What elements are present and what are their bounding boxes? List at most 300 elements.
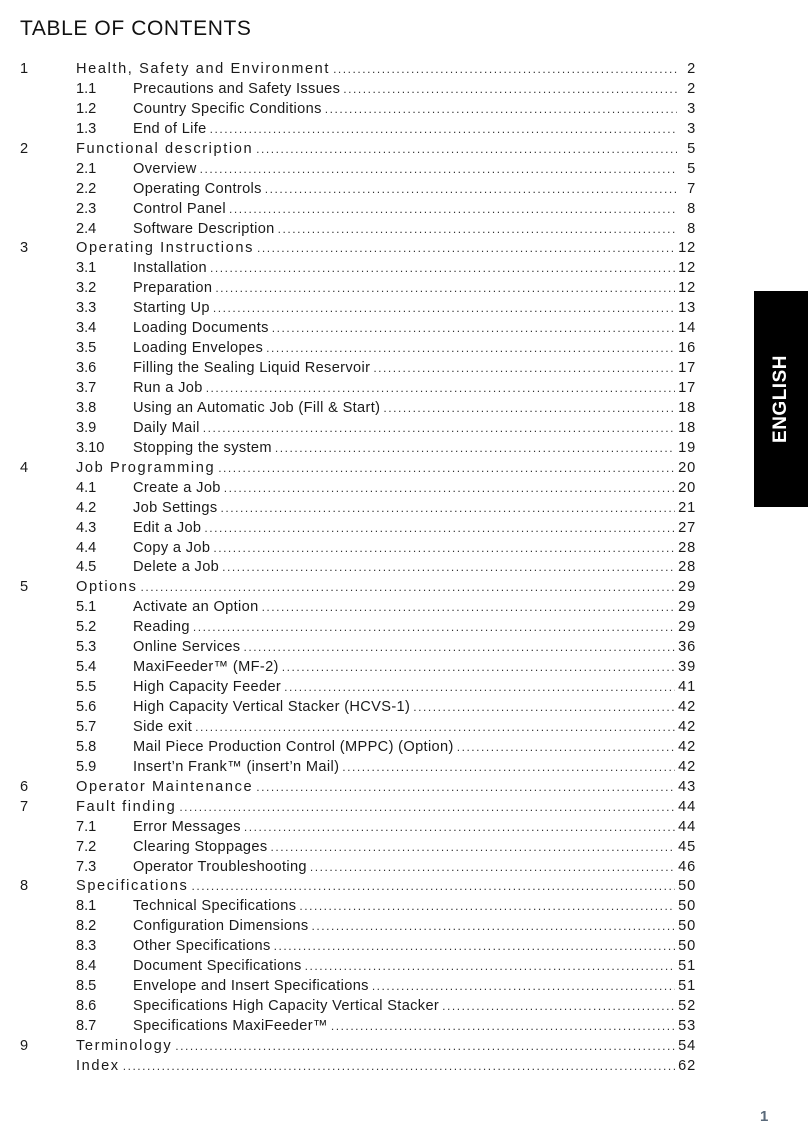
- toc-entry-page: 41: [678, 679, 696, 696]
- toc-entry-line: [133, 399, 696, 419]
- toc-dot-leader: [224, 479, 675, 499]
- toc-entry-title: Control Panel: [133, 200, 226, 217]
- toc-entry-title: Operator Maintenance: [76, 778, 254, 795]
- toc-dot-leader: [383, 399, 675, 419]
- toc-entry-page: 12: [678, 280, 696, 297]
- toc-entry-line: [76, 459, 696, 479]
- language-tab: [754, 291, 808, 507]
- toc-entry-page: 2: [687, 61, 696, 77]
- toc-entry-title: Operating Instructions: [76, 240, 254, 257]
- toc-section-entry[interactable]: [20, 558, 696, 578]
- toc-chapter-entry[interactable]: [20, 60, 696, 80]
- toc-section-entry[interactable]: [20, 160, 696, 180]
- toc-entry-line: [133, 220, 696, 240]
- toc-entry-title: Error Messages: [133, 818, 241, 835]
- toc-chapter-entry[interactable]: [20, 1037, 696, 1057]
- toc-section-entry[interactable]: [20, 658, 696, 678]
- toc-entry-number: 5.3: [76, 639, 97, 656]
- toc-entry-number: 5.8: [76, 738, 97, 755]
- toc-dot-leader: [457, 738, 675, 758]
- toc-entry-title: Edit a Job: [133, 519, 202, 536]
- toc-entry-line: [133, 937, 696, 957]
- toc-dot-leader: [243, 638, 675, 658]
- toc-entry-number: 7.2: [76, 838, 97, 855]
- toc-entry-line: [133, 339, 696, 359]
- toc-entry-page: 29: [678, 579, 696, 596]
- page-number: 1: [760, 1108, 769, 1125]
- toc-entry-number: 2.3: [76, 200, 97, 217]
- toc-entry-page: 18: [678, 399, 696, 416]
- toc-chapter-entry[interactable]: [20, 1057, 696, 1077]
- toc-entry-number: 5.9: [76, 758, 97, 775]
- toc-entry-title: Envelope and Insert Specifications: [133, 978, 369, 995]
- toc-entry-line: [133, 100, 696, 120]
- toc-entry-line: [133, 519, 696, 539]
- toc-section-entry[interactable]: [20, 519, 696, 539]
- toc-dot-leader: [193, 618, 675, 638]
- toc-dot-leader: [266, 339, 675, 359]
- toc-entry-number: 1: [20, 61, 29, 77]
- toc-dot-leader: [256, 140, 677, 160]
- toc-section-entry[interactable]: [20, 279, 696, 299]
- toc-section-entry[interactable]: [20, 1017, 696, 1037]
- toc-entry-page: 50: [678, 898, 696, 915]
- toc-dot-leader: [123, 1057, 675, 1077]
- toc-entry-line: [133, 997, 696, 1017]
- toc-entry-title: Run a Job: [133, 380, 203, 396]
- language-tab-label: ENGLISH: [770, 355, 791, 443]
- toc-dot-leader: [204, 519, 675, 539]
- toc-entry-title: High Capacity Vertical Stacker (HCVS-1): [133, 699, 411, 715]
- toc-entry-line: [133, 858, 696, 878]
- toc-section-entry[interactable]: [20, 838, 696, 858]
- toc-section-entry[interactable]: [20, 100, 696, 120]
- toc-entry-title: Operator Troubleshooting: [133, 858, 307, 875]
- toc-entry-line: [133, 698, 696, 718]
- toc-entry-title: Loading Envelopes: [133, 340, 264, 357]
- toc-section-entry[interactable]: [20, 897, 696, 917]
- toc-section-entry[interactable]: [20, 200, 696, 220]
- toc-entry-line: [133, 359, 696, 379]
- toc-entry-number: 8.7: [76, 1018, 97, 1034]
- toc-entry-number: 2.2: [76, 180, 97, 197]
- toc-entry-page: 62: [678, 1057, 696, 1074]
- toc-dot-leader: [331, 1017, 675, 1037]
- toc-entry-title: Clearing Stoppages: [133, 838, 268, 855]
- toc-entry-page: 5: [687, 160, 696, 177]
- toc-section-entry[interactable]: [20, 439, 696, 459]
- toc-entry-page: 21: [678, 499, 696, 516]
- toc-entry-line: [133, 598, 696, 618]
- toc-entry-page: 2: [687, 80, 696, 97]
- toc-dot-leader: [271, 838, 676, 858]
- toc-entry-line: [133, 758, 696, 778]
- toc-dot-leader: [284, 678, 675, 698]
- toc-entry-page: 52: [678, 998, 696, 1015]
- toc-section-entry[interactable]: [20, 479, 696, 499]
- toc-section-entry[interactable]: [20, 937, 696, 957]
- toc-entry-number: 3.3: [76, 300, 97, 317]
- toc-entry-line: [133, 180, 696, 200]
- toc-entry-line: [76, 60, 696, 80]
- toc-entry-page: 50: [678, 938, 696, 955]
- toc-entry-number: 8: [20, 878, 29, 895]
- toc-entry-page: 28: [678, 559, 696, 576]
- toc-entry-title: Job Programming: [76, 459, 216, 476]
- toc-entry-title: End of Life: [133, 120, 207, 137]
- toc-entry-line: [133, 160, 696, 180]
- toc-entry-number: 7.3: [76, 858, 97, 875]
- toc-section-entry[interactable]: [20, 359, 696, 379]
- toc-dot-leader: [299, 897, 675, 917]
- toc-entry-line: [133, 80, 696, 100]
- toc-entry-line: [133, 499, 696, 519]
- toc-dot-leader: [175, 1037, 675, 1057]
- toc-dot-leader: [262, 598, 676, 618]
- toc-entry-number: 1.3: [76, 120, 97, 137]
- toc-entry-number: 4.1: [76, 479, 97, 496]
- toc-entry-number: 8.6: [76, 998, 97, 1015]
- toc-entry-page: 51: [678, 958, 696, 975]
- toc-entry-page: 16: [678, 340, 696, 357]
- toc-entry-number: 6: [20, 778, 29, 795]
- toc-entry-line: [76, 239, 696, 259]
- toc-entry-page: 29: [678, 599, 696, 616]
- toc-chapter-entry[interactable]: [20, 459, 696, 479]
- toc-entry-page: 29: [678, 619, 696, 636]
- toc-dot-leader: [343, 80, 677, 100]
- toc-section-entry[interactable]: [20, 180, 696, 200]
- toc-section-entry[interactable]: [20, 220, 696, 240]
- toc-dot-leader: [215, 279, 675, 299]
- toc-entry-page: 8: [687, 200, 696, 217]
- toc-entry-page: 12: [678, 260, 696, 277]
- toc-entry-number: 8.2: [76, 918, 97, 935]
- toc-entry-page: 54: [678, 1037, 696, 1054]
- toc-entry-title: Stopping the system: [133, 439, 272, 456]
- toc-section-entry[interactable]: [20, 499, 696, 519]
- toc-section-entry[interactable]: [20, 120, 696, 140]
- toc-entry-page: 43: [678, 778, 696, 795]
- toc-entry-title: Daily Mail: [133, 419, 200, 436]
- toc-chapter-entry[interactable]: [20, 239, 696, 259]
- toc-entry-title: Fault finding: [76, 798, 177, 815]
- toc-entry-page: 50: [678, 878, 696, 895]
- toc-entry-page: 27: [678, 519, 696, 536]
- toc-entry-number: 3.10: [76, 439, 105, 456]
- toc-entry-number: 8.1: [76, 898, 97, 915]
- toc-entry-title: Country Specific Conditions: [133, 100, 322, 117]
- toc-dot-leader: [372, 977, 675, 997]
- toc-dot-leader: [221, 499, 676, 519]
- toc-entry-title: Options: [76, 579, 138, 596]
- toc-entry-number: 5.2: [76, 619, 97, 636]
- toc-entry-page: 45: [678, 838, 696, 855]
- toc-entry-title: Mail Piece Production Control (MPPC) (Option): [133, 738, 454, 755]
- toc-entry-page: 14: [678, 320, 696, 337]
- toc-entry-title: Create a Job: [133, 479, 221, 496]
- toc-chapter-entry[interactable]: [20, 778, 696, 798]
- toc-entry-number: 5.4: [76, 659, 97, 676]
- toc-entry-line: [76, 140, 696, 160]
- toc-entry-title: High Capacity Feeder: [133, 679, 282, 696]
- toc-entry-line: [133, 957, 696, 977]
- toc-entry-page: 20: [678, 479, 696, 496]
- toc-section-entry[interactable]: [20, 957, 696, 977]
- toc-section-entry[interactable]: [20, 299, 696, 319]
- toc-entry-title: Specifications High Capacity Vertical Stacker: [133, 998, 440, 1015]
- toc-entry-page: 7: [687, 180, 696, 197]
- toc-entry-title: Loading Documents: [133, 320, 269, 337]
- toc-entry-number: 4.3: [76, 519, 97, 536]
- toc-entry-page: 39: [678, 659, 696, 676]
- toc-entry-number: 2: [20, 140, 29, 157]
- toc-section-entry[interactable]: [20, 419, 696, 439]
- toc-entry-number: 5.5: [76, 679, 97, 696]
- toc-entry-line: [133, 379, 696, 399]
- toc-entry-line: [133, 638, 696, 658]
- toc-dot-leader: [218, 459, 675, 479]
- toc-entry-line: [133, 618, 696, 638]
- toc-entry-title: Precautions and Safety Issues: [133, 80, 341, 97]
- toc-entry-title: Index: [76, 1057, 120, 1074]
- toc-dot-leader: [442, 997, 675, 1017]
- toc-dot-leader: [191, 877, 675, 897]
- toc-entry-line: [133, 439, 696, 459]
- toc-section-entry[interactable]: [20, 339, 696, 359]
- toc-dot-leader: [222, 558, 675, 578]
- toc-entry-page: 36: [678, 639, 696, 656]
- toc-dot-leader: [278, 220, 677, 240]
- toc-entry-page: 8: [687, 220, 696, 237]
- toc-entry-title: Job Settings: [133, 499, 218, 516]
- toc-entry-page: 17: [678, 360, 696, 377]
- toc-entry-title: Specifications MaxiFeeder™: [133, 1018, 328, 1034]
- toc-entry-number: 3.8: [76, 399, 97, 416]
- toc-dot-leader: [200, 160, 677, 180]
- toc-dot-leader: [333, 60, 677, 80]
- toc-section-entry[interactable]: [20, 598, 696, 618]
- toc-entry-number: 1.2: [76, 100, 97, 117]
- toc-entry-title: Installation: [133, 260, 207, 277]
- toc-chapter-entry[interactable]: [20, 578, 696, 598]
- toc-section-entry[interactable]: [20, 758, 696, 778]
- toc-section-entry[interactable]: [20, 539, 696, 559]
- toc-dot-leader: [265, 180, 677, 200]
- toc-entry-page: 13: [678, 300, 696, 317]
- toc-entry-line: [133, 678, 696, 698]
- toc-entry-title: Configuration Dimensions: [133, 918, 309, 935]
- toc-entry-title: Health, Safety and Environment: [76, 61, 331, 77]
- toc-chapter-entry[interactable]: [20, 877, 696, 897]
- toc-section-entry[interactable]: [20, 678, 696, 698]
- toc-dot-leader: [310, 858, 675, 878]
- toc-entry-title: Starting Up: [133, 300, 210, 317]
- toc-entry-line: [76, 877, 696, 897]
- toc-entry-number: 5.1: [76, 599, 97, 616]
- toc-entry-line: [133, 658, 696, 678]
- toc-entry-line: [76, 798, 696, 818]
- toc-entry-title: Activate an Option: [133, 599, 259, 616]
- toc-entry-line: [133, 279, 696, 299]
- toc-entry-title: Technical Specifications: [133, 898, 297, 915]
- toc-entry-number: 3.9: [76, 419, 97, 436]
- toc-entry-title: Terminology: [76, 1037, 173, 1054]
- toc-entry-title: Operating Controls: [133, 180, 262, 197]
- toc-entry-title: Functional description: [76, 140, 254, 157]
- toc-entry-page: 46: [678, 858, 696, 875]
- toc-entry-title: Reading: [133, 619, 190, 636]
- toc-entry-title: Delete a Job: [133, 559, 220, 576]
- toc-entry-number: 5: [20, 579, 29, 596]
- toc-entry-number: 8.4: [76, 958, 97, 975]
- toc-entry-title: Filling the Sealing Liquid Reservoir: [133, 360, 371, 377]
- toc-dot-leader: [229, 200, 677, 220]
- toc-section-entry[interactable]: [20, 399, 696, 419]
- toc-entry-page: 51: [678, 978, 696, 995]
- toc-entry-line: [133, 838, 696, 858]
- toc-dot-leader: [213, 299, 675, 319]
- toc-section-entry[interactable]: [20, 738, 696, 758]
- toc-entry-number: 7.1: [76, 818, 97, 835]
- toc-entry-title: Specifications: [76, 878, 189, 895]
- toc-entry-page: 28: [678, 539, 696, 556]
- toc-entry-title: Online Services: [133, 639, 241, 656]
- toc-entry-line: [133, 1017, 696, 1037]
- toc-entry-page: 18: [678, 419, 696, 436]
- toc-entry-title: Software Description: [133, 220, 275, 237]
- toc-entry-number: 4.4: [76, 539, 97, 556]
- toc-section-entry[interactable]: [20, 977, 696, 997]
- toc-entry-page: 50: [678, 918, 696, 935]
- toc-entry-line: [133, 738, 696, 758]
- toc-entry-title: Other Specifications: [133, 938, 271, 955]
- toc-entry-number: 3: [20, 240, 29, 257]
- page-title: TABLE OF CONTENTS: [20, 17, 252, 40]
- toc-entry-number: 3.1: [76, 260, 97, 277]
- toc-entry-page: 53: [678, 1018, 696, 1034]
- toc-entry-number: 4.5: [76, 559, 97, 576]
- toc-entry-page: 42: [678, 699, 696, 715]
- toc-chapter-entry[interactable]: [20, 798, 696, 818]
- toc-entry-line: [133, 897, 696, 917]
- toc-entry-line: [133, 299, 696, 319]
- toc-entry-page: 17: [678, 380, 696, 396]
- toc-dot-leader: [413, 698, 675, 718]
- toc-dot-leader: [179, 798, 675, 818]
- toc-entry-title: Overview: [133, 160, 197, 177]
- toc-entry-line: [133, 419, 696, 439]
- toc-section-entry[interactable]: [20, 698, 696, 718]
- toc-entry-number: 8.3: [76, 938, 97, 955]
- toc-entry-page: 3: [687, 100, 696, 117]
- toc-section-entry[interactable]: [20, 379, 696, 399]
- toc-section-entry[interactable]: [20, 997, 696, 1017]
- toc-dot-leader: [213, 539, 675, 559]
- toc-entry-line: [133, 558, 696, 578]
- toc-entry-number: 4.2: [76, 499, 97, 516]
- toc-entry-page: 44: [678, 818, 696, 835]
- toc-section-entry[interactable]: [20, 80, 696, 100]
- toc-dot-leader: [274, 937, 676, 957]
- toc-entry-line: [133, 917, 696, 937]
- toc-entry-line: [133, 977, 696, 997]
- toc-dot-leader: [282, 658, 675, 678]
- toc-entry-page: 20: [678, 459, 696, 476]
- toc-entry-number: 5.7: [76, 718, 97, 735]
- toc-entry-title: Document Specifications: [133, 958, 302, 975]
- toc-dot-leader: [203, 419, 675, 439]
- toc-dot-leader: [272, 319, 675, 339]
- toc-entry-line: [133, 120, 696, 140]
- toc-entry-number: 8.5: [76, 978, 97, 995]
- toc-section-entry[interactable]: [20, 818, 696, 838]
- toc-entry-title: Preparation: [133, 280, 213, 297]
- toc-dot-leader: [141, 578, 676, 598]
- toc-entry-title: Copy a Job: [133, 539, 211, 556]
- toc-dot-leader: [257, 239, 675, 259]
- toc-section-entry[interactable]: [20, 319, 696, 339]
- toc-entry-number: 3.2: [76, 280, 97, 297]
- toc-entry-number: 4: [20, 459, 29, 476]
- toc-entry-line: [133, 718, 696, 738]
- toc-entry-title: Side exit: [133, 718, 193, 735]
- toc-entry-number: 3.6: [76, 360, 97, 377]
- toc-dot-leader: [342, 758, 675, 778]
- toc-dot-leader: [206, 379, 675, 399]
- toc-entry-line: [133, 319, 696, 339]
- toc-entry-page: 44: [678, 798, 696, 815]
- toc-entry-number: 3.7: [76, 380, 97, 396]
- toc-dot-leader: [305, 957, 675, 977]
- toc-dot-leader: [312, 917, 676, 937]
- toc-dot-leader: [256, 778, 675, 798]
- toc-dot-leader: [210, 259, 675, 279]
- toc-entry-line: [133, 539, 696, 559]
- toc-chapter-entry[interactable]: [20, 140, 696, 160]
- toc-section-entry[interactable]: [20, 638, 696, 658]
- toc-entry-number: 7: [20, 798, 29, 815]
- toc-section-entry[interactable]: [20, 718, 696, 738]
- toc-section-entry[interactable]: [20, 259, 696, 279]
- toc-entry-page: 42: [678, 738, 696, 755]
- toc-entry-page: 42: [678, 758, 696, 775]
- toc-entry-title: Using an Automatic Job (Fill & Start): [133, 399, 381, 416]
- toc-entry-page: 3: [687, 120, 696, 137]
- toc-entry-number: 3.4: [76, 320, 97, 337]
- toc-entry-line: [76, 778, 696, 798]
- toc-section-entry[interactable]: [20, 858, 696, 878]
- toc-entry-line: [133, 259, 696, 279]
- toc-entry-number: 2.1: [76, 160, 97, 177]
- toc-entry-title: Insert’n Frank™ (insert’n Mail): [133, 758, 340, 775]
- toc-entry-number: 2.4: [76, 220, 97, 237]
- toc-entry-line: [133, 818, 696, 838]
- toc-dot-leader: [275, 439, 675, 459]
- toc-entry-line: [133, 479, 696, 499]
- toc-dot-leader: [195, 718, 675, 738]
- toc-entry-number: 9: [20, 1037, 29, 1054]
- table-of-contents: [20, 60, 696, 1077]
- toc-entry-title: MaxiFeeder™ (MF-2): [133, 659, 279, 676]
- toc-entry-page: 5: [687, 140, 696, 157]
- toc-entry-number: 1.1: [76, 80, 97, 97]
- toc-dot-leader: [244, 818, 675, 838]
- toc-dot-leader: [325, 100, 677, 120]
- toc-section-entry[interactable]: [20, 618, 696, 638]
- toc-section-entry[interactable]: [20, 917, 696, 937]
- toc-entry-line: [76, 578, 696, 598]
